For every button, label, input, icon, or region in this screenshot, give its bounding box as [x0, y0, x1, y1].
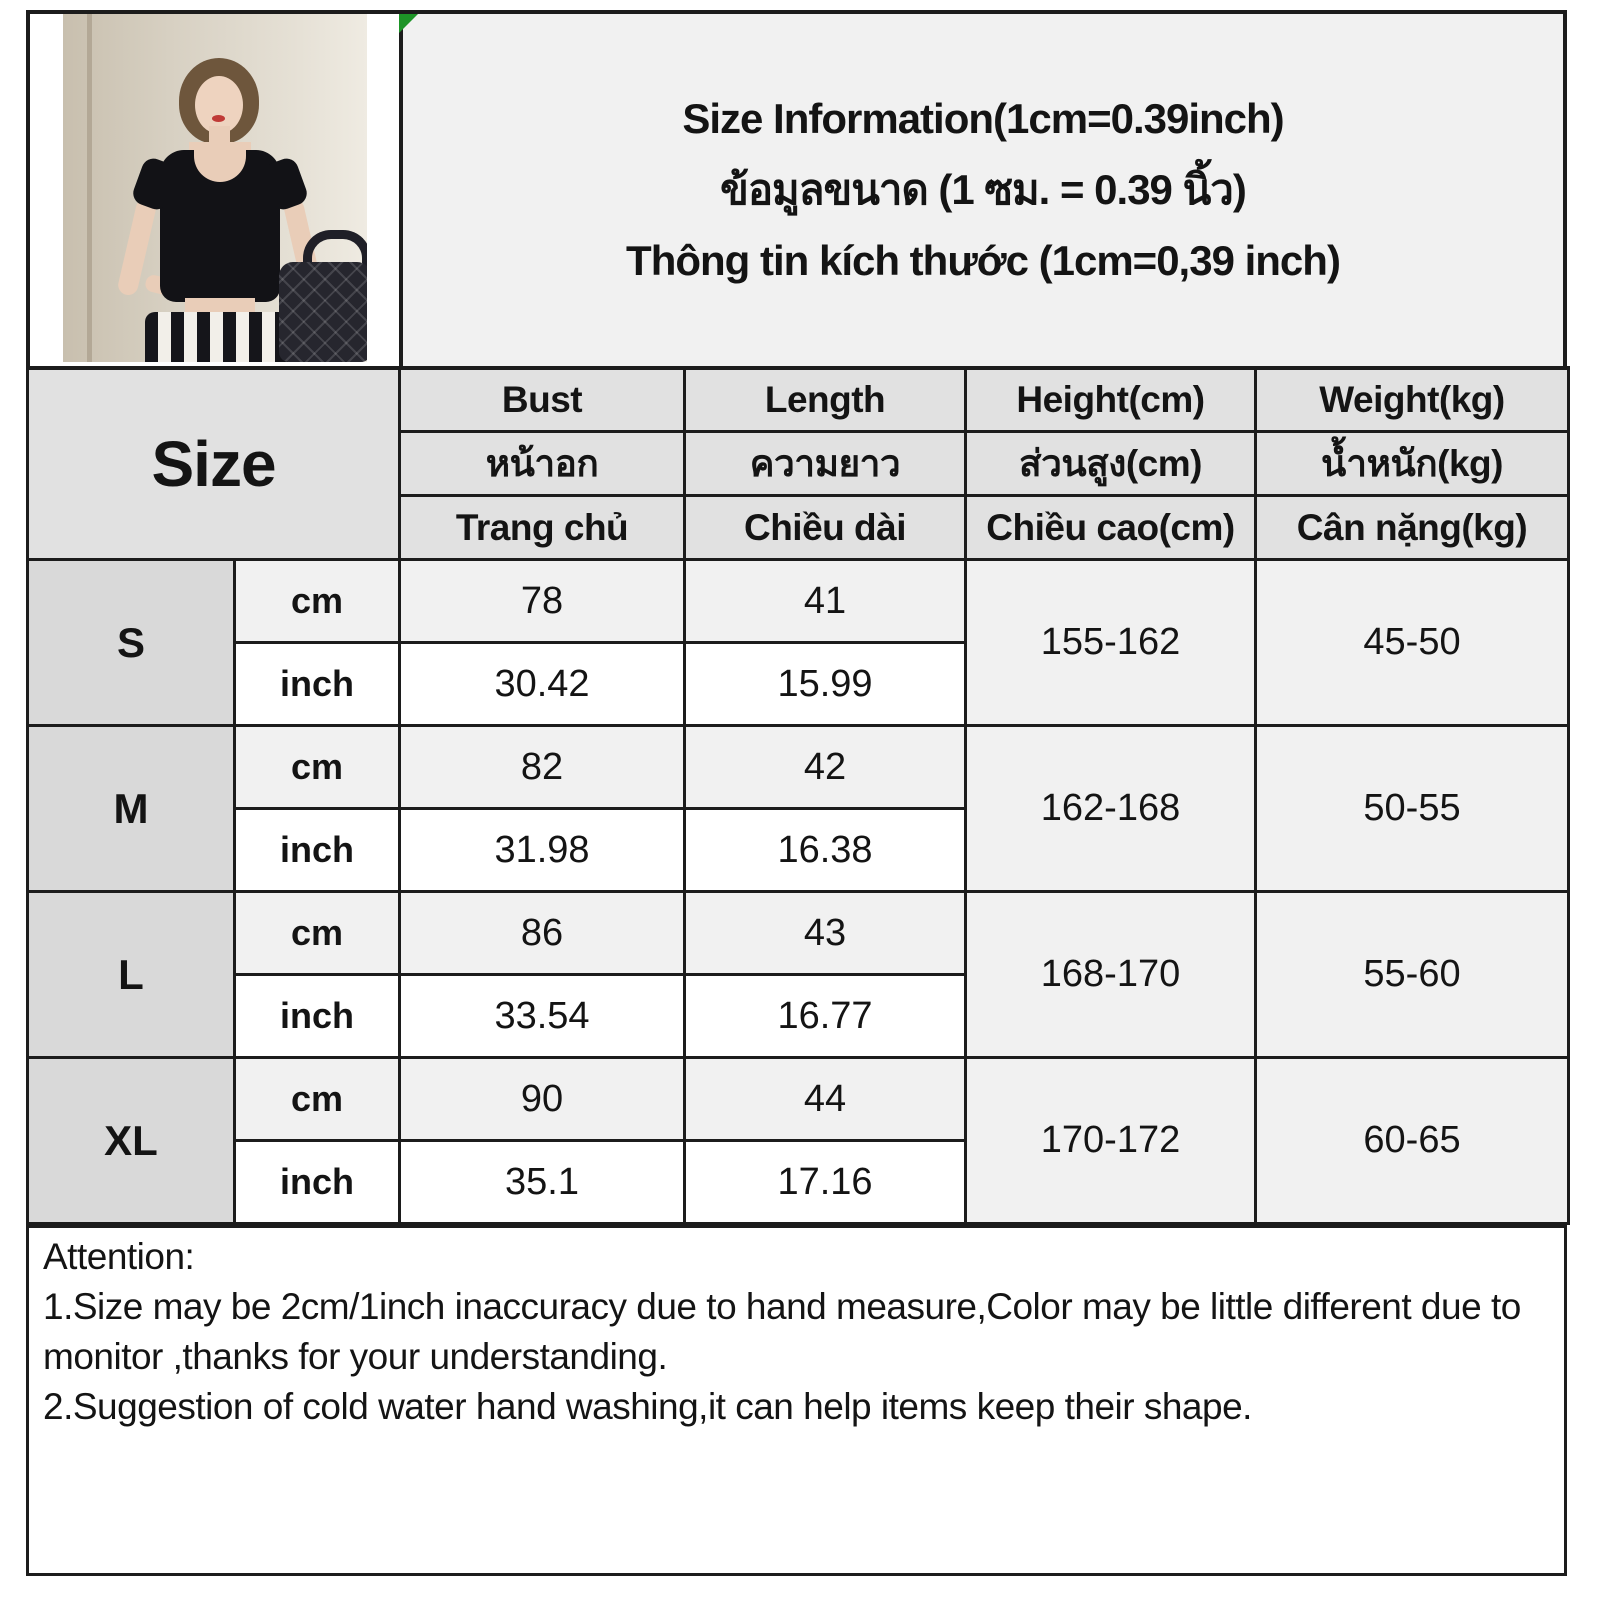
cell-l-bust-cm: 86 — [400, 892, 685, 975]
unit-label-cm: cm — [235, 1058, 400, 1141]
cell-xl-length-cm: 44 — [685, 1058, 966, 1141]
unit-label-cm: cm — [235, 560, 400, 643]
size-column-header: Size — [28, 368, 400, 560]
unit-label-cm: cm — [235, 726, 400, 809]
cell-l-length-inch: 16.77 — [685, 975, 966, 1058]
col-header-bust-vi: Trang chủ — [400, 496, 685, 560]
col-header-weight-en: Weight(kg) — [1256, 368, 1569, 432]
size-row-m-cm — [28, 726, 1569, 809]
header-row-en — [28, 368, 1569, 432]
product-photo — [63, 14, 367, 362]
title-block — [403, 14, 1563, 366]
unit-label-inch: inch — [235, 809, 400, 892]
size-table — [26, 366, 1570, 1225]
cell-s-length-inch: 15.99 — [685, 643, 966, 726]
cell-m-weight: 50-55 — [1256, 726, 1569, 892]
header-section — [26, 10, 1567, 370]
cell-xl-length-inch: 17.16 — [685, 1141, 966, 1224]
size-label-l: L — [28, 892, 235, 1058]
unit-label-cm: cm — [235, 892, 400, 975]
col-header-height-th: ส่วนสูง(cm) — [966, 432, 1256, 496]
cell-xl-height: 170-172 — [966, 1058, 1256, 1224]
photo-wall-edge — [87, 14, 92, 362]
size-row-l-cm — [28, 892, 1569, 975]
product-photo-cell — [30, 14, 403, 366]
unit-label-inch: inch — [235, 975, 400, 1058]
size-label-s: S — [28, 560, 235, 726]
attention-note-2: 2.Suggestion of cold water hand washing,it can help items keep their shape. — [43, 1386, 1252, 1427]
cell-l-height: 168-170 — [966, 892, 1256, 1058]
col-header-height-en: Height(cm) — [966, 368, 1256, 432]
size-row-xl-cm — [28, 1058, 1569, 1141]
title-english: Size Information(1cm=0.39inch) — [682, 95, 1284, 142]
col-header-height-vi: Chiều cao(cm) — [966, 496, 1256, 560]
cell-xl-bust-cm: 90 — [400, 1058, 685, 1141]
cell-xl-bust-inch: 35.1 — [400, 1141, 685, 1224]
cell-l-length-cm: 43 — [685, 892, 966, 975]
size-row-s-cm — [28, 560, 1569, 643]
attention-heading: Attention: — [43, 1236, 195, 1277]
col-header-weight-th: น้ำหนัก(kg) — [1256, 432, 1569, 496]
cell-m-bust-inch: 31.98 — [400, 809, 685, 892]
cell-s-weight: 45-50 — [1256, 560, 1569, 726]
col-header-weight-vi: Cân nặng(kg) — [1256, 496, 1569, 560]
green-corner-marker-icon — [399, 14, 418, 33]
cell-s-bust-inch: 30.42 — [400, 643, 685, 726]
attention-note-1: 1.Size may be 2cm/1inch inaccuracy due to hand measure,Color may be little different due to monitor ,thanks for your understanding. — [43, 1286, 1521, 1377]
cell-m-height: 162-168 — [966, 726, 1256, 892]
col-header-length-en: Length — [685, 368, 966, 432]
col-header-length-vi: Chiều dài — [685, 496, 966, 560]
title-vietnamese: Thông tin kích thước (1cm=0,39 inch) — [626, 237, 1340, 284]
cell-l-weight: 55-60 — [1256, 892, 1569, 1058]
unit-label-inch: inch — [235, 643, 400, 726]
size-label-xl: XL — [28, 1058, 235, 1224]
size-label-m: M — [28, 726, 235, 892]
cell-m-length-cm: 42 — [685, 726, 966, 809]
col-header-bust-en: Bust — [400, 368, 685, 432]
cell-m-length-inch: 16.38 — [685, 809, 966, 892]
col-header-length-th: ความยาว — [685, 432, 966, 496]
cell-s-bust-cm: 78 — [400, 560, 685, 643]
col-header-bust-th: หน้าอก — [400, 432, 685, 496]
photo-model-lips — [212, 115, 225, 122]
attention-notes — [26, 1225, 1567, 1576]
size-chart-sheet — [26, 10, 1567, 1576]
unit-label-inch: inch — [235, 1141, 400, 1224]
cell-s-length-cm: 41 — [685, 560, 966, 643]
photo-quilted-bag — [279, 262, 367, 362]
cell-xl-weight: 60-65 — [1256, 1058, 1569, 1224]
title-thai: ข้อมูลขนาด (1 ซม. = 0.39 นิ้ว) — [720, 166, 1246, 213]
cell-m-bust-cm: 82 — [400, 726, 685, 809]
cell-s-height: 155-162 — [966, 560, 1256, 726]
photo-striped-pants — [145, 312, 295, 362]
cell-l-bust-inch: 33.54 — [400, 975, 685, 1058]
